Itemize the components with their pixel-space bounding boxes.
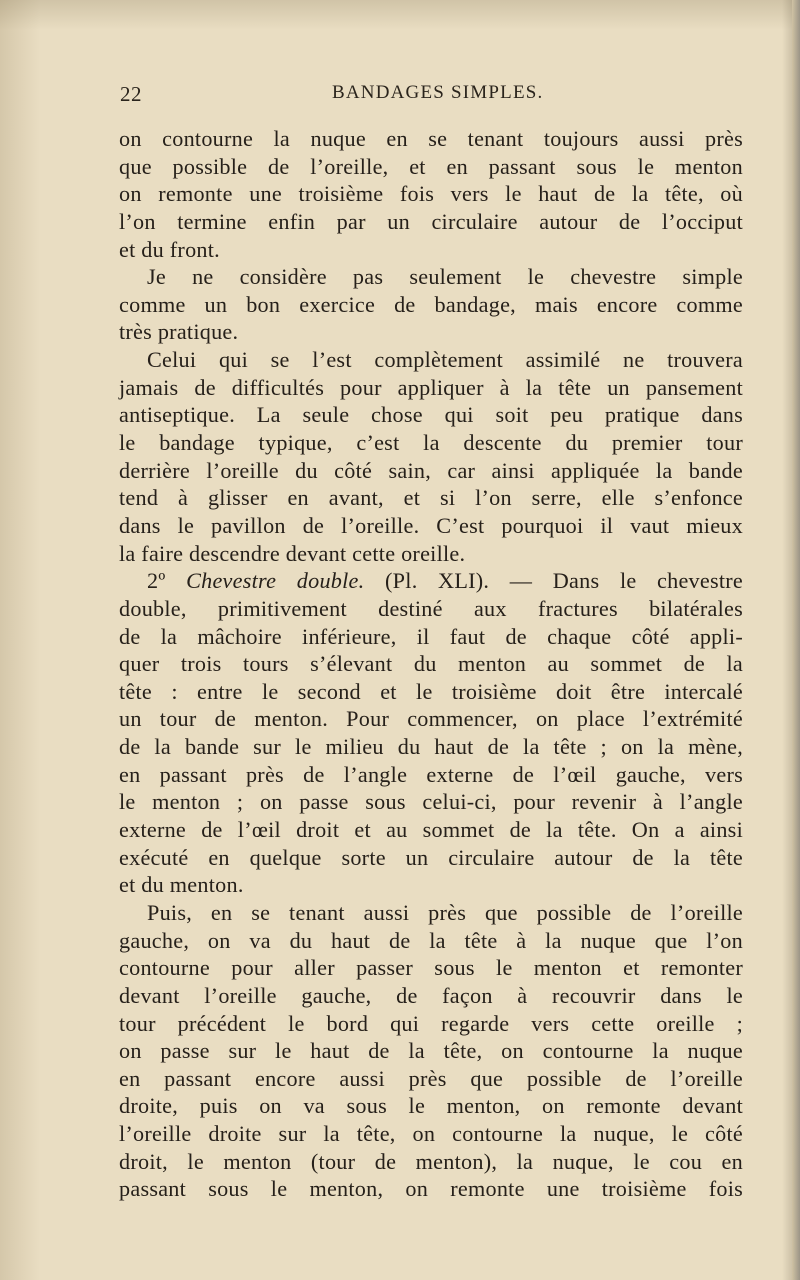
text-line: antiseptique. La seule chose qui soit peu pratique dans xyxy=(119,402,743,428)
text-line: que possible de l’oreille, et en passant sous le menton xyxy=(119,153,743,179)
text-line: le bandage typique, c’est la descente du premier tour xyxy=(119,430,743,456)
text-line: contourne pour aller passer sous le menton et remonter xyxy=(119,955,743,981)
text-line: derrière l’oreille du côté sain, car ainsi appliquée la bande xyxy=(119,457,743,483)
text-line: et du menton. xyxy=(119,872,244,898)
text-line: jamais de difficultés pour appliquer à la tête un pansement xyxy=(119,374,743,400)
text-line: externe de l’œil droit et au sommet de la tête. On a ainsi xyxy=(119,817,743,843)
text-line: tour précédent le bord qui regarde vers cette oreille ; xyxy=(119,1010,743,1036)
text-line: très pratique. xyxy=(119,319,239,345)
text-line: de la bande sur le milieu du haut de la tête ; on la mène, xyxy=(119,734,743,760)
text-line: tête : entre le second et le troisième doit être intercalé xyxy=(119,678,743,704)
text-line: passant sous le menton, on remonte une troisième fois xyxy=(119,1176,743,1202)
text-line: un tour de menton. Pour commencer, on place l’extrémité xyxy=(119,706,743,732)
text-line: en passant encore aussi près que possible de l’oreille xyxy=(119,1065,743,1091)
text-line: devant l’oreille gauche, de façon à recouvrir dans le xyxy=(119,982,743,1008)
text-line: l’oreille droite sur la tête, on contourne la nuque, le côté xyxy=(119,1121,743,1147)
body-text xyxy=(119,125,743,1203)
section-number: 2º xyxy=(147,568,166,594)
text-line: Puis, en se tenant aussi près que possible de l’oreille xyxy=(147,899,743,925)
text-line: on contourne la nuque en se tenant toujours aussi près xyxy=(119,126,743,151)
text-line: droit, le menton (tour de menton), la nuque, le cou en xyxy=(119,1148,743,1174)
text-line: on passe sur le haut de la tête, on contourne la nuque xyxy=(119,1038,743,1064)
text-line: Je ne considère pas seulement le chevestre simple xyxy=(147,264,743,290)
text-line: on remonte une troisième fois vers le haut de la tête, où xyxy=(119,181,743,207)
page-edge xyxy=(792,0,800,1280)
text-line: droite, puis on va sous le menton, on remonte devant xyxy=(119,1093,743,1119)
running-title: BANDAGES SIMPLES. xyxy=(332,82,544,103)
page-header xyxy=(120,82,740,112)
text-line: comme un bon exercice de bandage, mais encore comme xyxy=(119,291,743,317)
text-line: de la mâchoire inférieure, il faut de chaque côté appli- xyxy=(119,623,743,649)
text-line: le menton ; on passe sous celui-ci, pour revenir à l’angle xyxy=(119,789,743,815)
text-line: tend à glisser en avant, et si l’on serre, elle s’enfonce xyxy=(119,485,743,511)
text-line: double, primitivement destiné aux fractures bilatérales xyxy=(119,595,743,621)
text-line: dans le pavillon de l’oreille. C’est pourquoi il vaut mieux xyxy=(119,512,743,538)
text-line: en passant près de l’angle externe de l’œil gauche, vers xyxy=(119,761,743,787)
text-line: l’on termine enfin par un circulaire autour de l’occiput xyxy=(119,208,743,234)
text-line: exécuté en quelque sorte un circulaire autour de la tête xyxy=(119,844,743,870)
page-number: 22 xyxy=(120,82,142,106)
text-line: et du front. xyxy=(119,236,220,262)
text-line: quer trois tours s’élevant du menton au sommet de la xyxy=(119,651,743,677)
section-title: Chevestre double. xyxy=(186,568,365,594)
section-heading-rest: (Pl. XLI). — Dans le chevestre xyxy=(385,568,744,594)
section-heading-line xyxy=(119,567,743,595)
text-line: gauche, on va du haut de la tête à la nuque que l’on xyxy=(119,927,743,953)
text-line: la faire descendre devant cette oreille. xyxy=(119,540,466,566)
text-line: Celui qui se l’est complètement assimilé ne trouvera xyxy=(147,347,743,373)
